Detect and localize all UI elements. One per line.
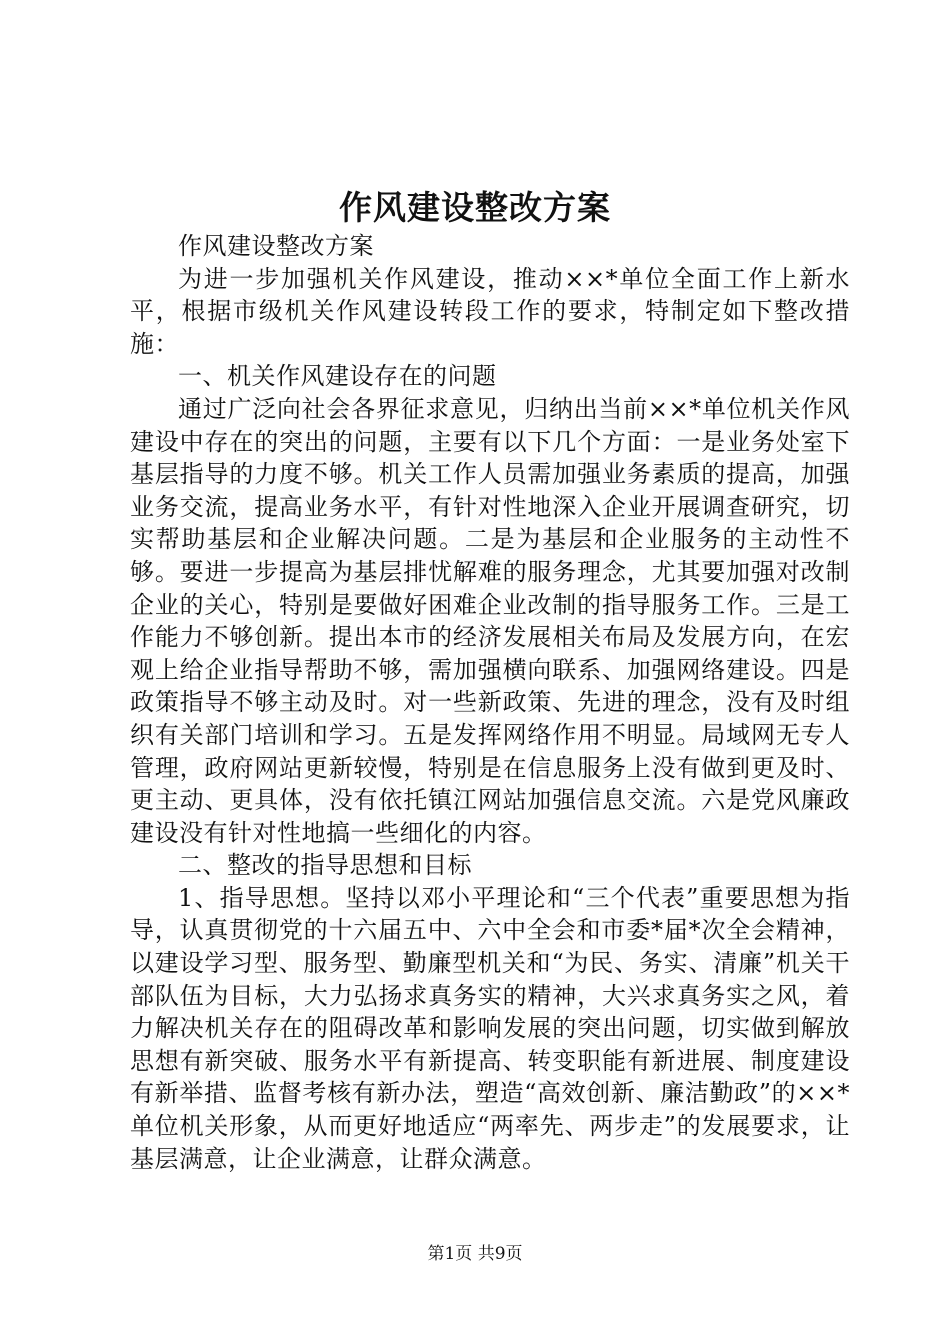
paragraph-intro: 为进一步加强机关作风建设，推动××*单位全面工作上新水平，根据市级机关作风建设转段工作的要求，特制定如下整改措施： <box>130 264 850 358</box>
paragraph-subtitle: 作风建设整改方案 <box>178 232 374 260</box>
section-heading-problems: 一、机关作风建设存在的问题 <box>178 362 497 391</box>
paragraph-problems: 通过广泛向社会各界征求意见，归纳出当前××*单位机关作风建设中存在的突出的问题，主要有以下几个方面：一是业务处室下基层指导的力度不够。机关工作人员需加强业务素质的提高，加强业务交流，提高业务水平，有针对性地深入企业开展调查研究，切实帮助基层和企业解决问题。二是为基层和企业服务的主动性不够。要进一步提高为基层排忧解难的服务理念，尤其要加强对改制企业的关心，特别是要做好困难企业改制的指导服务工作。三是工作能力不够创新。提出本市的经济发展相关布局及发展方向，在宏观上给企业指导帮助不够，需加强横向联系、加强网络建设。四是政策指导不够主动及时。对一些新政策、先进的理念，没有及时组织有关部门培训和学习。五是发挥网络作用不明显。局域网无专人管理，政府网站更新较慢，特别是在信息服务上没有做到更及时、更主动、更具体，没有依托镇江网站加强信息交流。六是党风廉政建设没有针对性地搞一些细化的内容。 <box>130 394 850 847</box>
document-body <box>130 230 850 1175</box>
page-footer: 第1页 共9页 <box>427 1244 523 1264</box>
paragraph-guidance: 1、指导思想。坚持以邓小平理论和“三个代表”重要思想为指导，认真贯彻党的十六届五中、六中全会和市委*届*次全会精神，以建设学习型、服务型、勤廉型机关和“为民、务实、清廉”机关干部队伍为目标，大力弘扬求真务实的精神，大兴求真务实之风，着力解决机关存在的阻碍改革和影响发展的突出问题，切实做到解放思想有新突破、服务水平有新提高、转变职能有新进展、制度建设有新举措、监督考核有新办法，塑造“高效创新、廉洁勤政”的××*单位机关形象，从而更好地适应“两率先、两步走”的发展要求，让基层满意，让企业满意，让群众满意。 <box>130 883 850 1173</box>
document-title: 作风建设整改方案 <box>339 188 611 227</box>
section-heading-guidance: 二、整改的指导思想和目标 <box>178 851 472 880</box>
